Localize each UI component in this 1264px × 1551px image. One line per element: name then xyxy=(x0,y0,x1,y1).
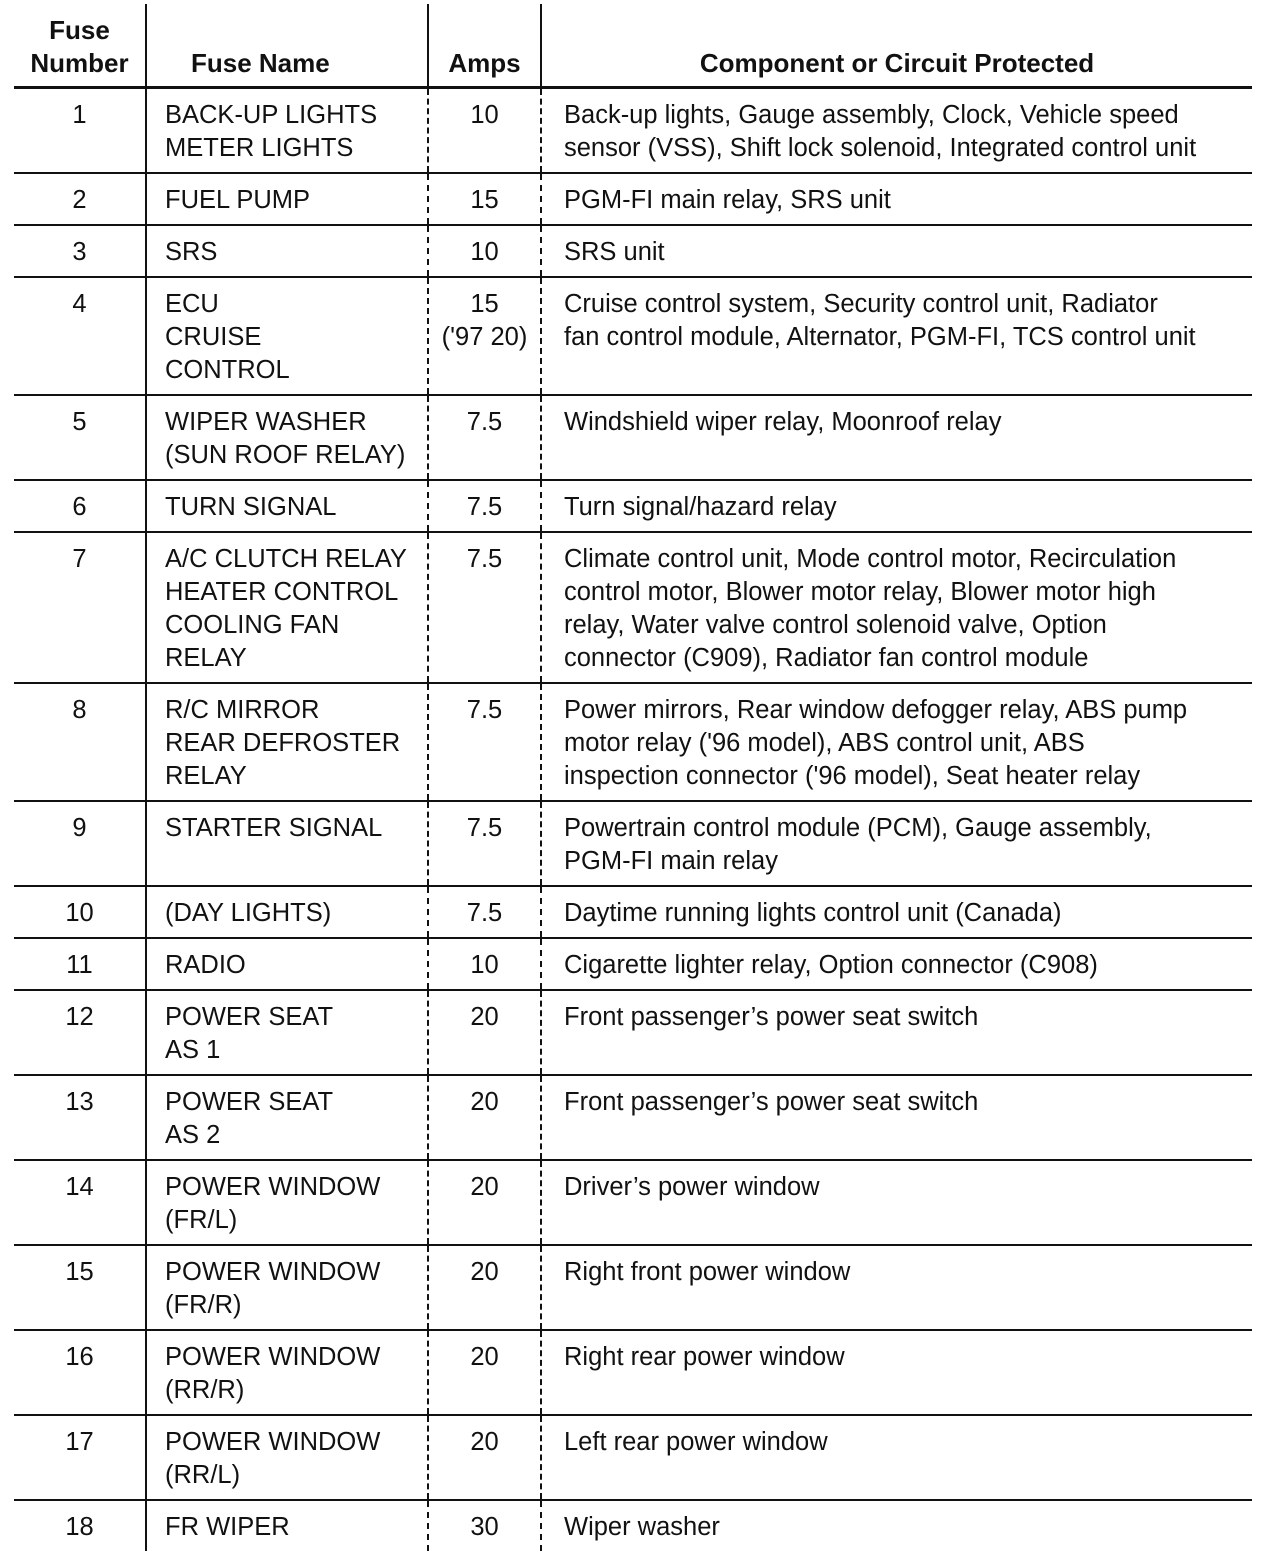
amps-cell xyxy=(428,1330,541,1415)
fuse-name-cell xyxy=(146,1330,428,1415)
fuse-name-line: RADIO xyxy=(165,949,421,982)
fuse-number-cell: 10 xyxy=(14,886,146,938)
fuse-name-line: AS 1 xyxy=(165,1034,421,1067)
table-row xyxy=(14,1160,1252,1245)
amps-line: 10 xyxy=(435,949,534,982)
fuse-number-cell: 2 xyxy=(14,173,146,225)
fuse-number-cell: 3 xyxy=(14,225,146,277)
component-line: inspection connector ('96 model), Seat heater relay xyxy=(564,760,1250,793)
table-row xyxy=(14,1415,1252,1500)
fuse-name-line: FUEL PUMP xyxy=(165,184,421,217)
amps-cell xyxy=(428,1415,541,1500)
fuse-name-line: POWER SEAT xyxy=(165,1001,421,1034)
amps-cell xyxy=(428,88,541,174)
table-row xyxy=(14,990,1252,1075)
table-row xyxy=(14,683,1252,801)
component-line: Wiper washer xyxy=(564,1511,1250,1544)
amps-cell xyxy=(428,801,541,886)
fuse-number-cell: 15 xyxy=(14,1245,146,1330)
component-line: Front passenger’s power seat switch xyxy=(564,1086,1250,1119)
fuse-name-line: (SUN ROOF RELAY) xyxy=(165,439,421,472)
table-row xyxy=(14,225,1252,277)
fuse-name-line: POWER WINDOW xyxy=(165,1426,421,1459)
fuse-name-cell xyxy=(146,480,428,532)
amps-line: 7.5 xyxy=(435,812,534,845)
header-fuse-name: Fuse Name xyxy=(146,4,428,88)
amps-line: 10 xyxy=(435,99,534,132)
amps-cell xyxy=(428,683,541,801)
fuse-name-line: STARTER SIGNAL xyxy=(165,812,421,845)
amps-line: 20 xyxy=(435,1426,534,1459)
fuse-name-cell xyxy=(146,801,428,886)
amps-line: 15 xyxy=(435,184,534,217)
amps-cell xyxy=(428,1075,541,1160)
amps-cell xyxy=(428,1245,541,1330)
fuse-name-line: COOLING FAN xyxy=(165,609,421,642)
fuse-name-line: (RR/R) xyxy=(165,1374,421,1407)
table-row xyxy=(14,277,1252,395)
table-row xyxy=(14,801,1252,886)
fuse-name-cell xyxy=(146,173,428,225)
fuse-name-line: ECU xyxy=(165,288,421,321)
component-line: Right rear power window xyxy=(564,1341,1250,1374)
fuse-name-line: METER LIGHTS xyxy=(165,132,421,165)
fuse-name-line: (RR/L) xyxy=(165,1459,421,1492)
component-cell xyxy=(541,225,1252,277)
component-line: Driver’s power window xyxy=(564,1171,1250,1204)
fuse-number-cell: 4 xyxy=(14,277,146,395)
fuse-name-line: HEATER CONTROL xyxy=(165,576,421,609)
amps-line: 7.5 xyxy=(435,897,534,930)
component-line: fan control module, Alternator, PGM-FI, TCS control unit xyxy=(564,321,1250,354)
amps-cell xyxy=(428,395,541,480)
table-row xyxy=(14,395,1252,480)
fuse-name-cell xyxy=(146,277,428,395)
fuse-number-cell: 5 xyxy=(14,395,146,480)
fuse-name-line: WIPER WASHER xyxy=(165,406,421,439)
amps-cell xyxy=(428,886,541,938)
component-line: Windshield wiper relay, Moonroof relay xyxy=(564,406,1250,439)
fuse-name-line: POWER SEAT xyxy=(165,1086,421,1119)
fuse-name-line: A/C CLUTCH RELAY xyxy=(165,543,421,576)
fuse-name-cell xyxy=(146,990,428,1075)
table-row xyxy=(14,532,1252,683)
fuse-number-cell: 1 xyxy=(14,88,146,174)
amps-cell xyxy=(428,938,541,990)
table-row xyxy=(14,1330,1252,1415)
fuse-number-cell: 14 xyxy=(14,1160,146,1245)
header-fuse-number-line1: Fuse xyxy=(18,14,141,47)
fuse-name-line: TURN SIGNAL xyxy=(165,491,421,524)
component-line: SRS unit xyxy=(564,236,1250,269)
fuse-name-cell xyxy=(146,1160,428,1245)
amps-line: 7.5 xyxy=(435,406,534,439)
component-line: Front passenger’s power seat switch xyxy=(564,1001,1250,1034)
amps-cell xyxy=(428,225,541,277)
component-line: motor relay ('96 model), ABS control unit, ABS xyxy=(564,727,1250,760)
amps-line: 20 xyxy=(435,1341,534,1374)
component-cell xyxy=(541,1500,1252,1551)
fuse-name-line: RELAY xyxy=(165,760,421,793)
amps-line: 20 xyxy=(435,1086,534,1119)
component-cell xyxy=(541,938,1252,990)
amps-line: 30 xyxy=(435,1511,534,1544)
fuse-name-cell xyxy=(146,683,428,801)
amps-cell xyxy=(428,173,541,225)
component-cell xyxy=(541,480,1252,532)
component-line: connector (C909), Radiator fan control module xyxy=(564,642,1250,675)
fuse-name-line: AS 2 xyxy=(165,1119,421,1152)
table-row xyxy=(14,1245,1252,1330)
fuse-name-line: (FR/L) xyxy=(165,1204,421,1237)
component-line: Climate control unit, Mode control motor, Recirculation xyxy=(564,543,1250,576)
fuse-number-cell: 8 xyxy=(14,683,146,801)
component-line: PGM-FI main relay, SRS unit xyxy=(564,184,1250,217)
fuse-name-line: CONTROL xyxy=(165,354,421,387)
table-row xyxy=(14,173,1252,225)
fuse-name-line: (FR/R) xyxy=(165,1289,421,1322)
fuse-name-cell xyxy=(146,532,428,683)
amps-line: 7.5 xyxy=(435,491,534,524)
fuse-name-cell xyxy=(146,886,428,938)
fuse-name-line: RELAY xyxy=(165,642,421,675)
amps-line: 20 xyxy=(435,1001,534,1034)
fuse-name-line: (DAY LIGHTS) xyxy=(165,897,421,930)
component-cell xyxy=(541,1075,1252,1160)
table-row xyxy=(14,480,1252,532)
fuse-number-cell: 17 xyxy=(14,1415,146,1500)
amps-line: ('97 20) xyxy=(435,321,534,354)
table-row xyxy=(14,1500,1252,1551)
fuse-name-cell xyxy=(146,1245,428,1330)
fuse-number-cell: 9 xyxy=(14,801,146,886)
component-cell xyxy=(541,1160,1252,1245)
component-line: PGM-FI main relay xyxy=(564,845,1250,878)
component-cell xyxy=(541,1245,1252,1330)
component-cell xyxy=(541,88,1252,174)
component-line: Cigarette lighter relay, Option connector (C908) xyxy=(564,949,1250,982)
fuse-name-line: FR WIPER xyxy=(165,1511,421,1544)
component-cell xyxy=(541,395,1252,480)
fuse-name-line: SRS xyxy=(165,236,421,269)
amps-cell xyxy=(428,277,541,395)
fuse-number-cell: 11 xyxy=(14,938,146,990)
component-line: Turn signal/hazard relay xyxy=(564,491,1250,524)
component-cell xyxy=(541,1330,1252,1415)
header-fuse-number-line2: Number xyxy=(18,47,141,80)
table-row xyxy=(14,88,1252,174)
fuse-number-cell: 6 xyxy=(14,480,146,532)
amps-cell xyxy=(428,1500,541,1551)
table-row xyxy=(14,1075,1252,1160)
header-fuse-number xyxy=(14,4,146,88)
fuse-name-line: POWER WINDOW xyxy=(165,1341,421,1374)
component-cell xyxy=(541,801,1252,886)
amps-line: 7.5 xyxy=(435,694,534,727)
fuse-name-cell xyxy=(146,1500,428,1551)
amps-line: 20 xyxy=(435,1256,534,1289)
header-amps: Amps xyxy=(428,4,541,88)
component-line: Powertrain control module (PCM), Gauge assembly, xyxy=(564,812,1250,845)
component-line: Power mirrors, Rear window defogger relay, ABS pump xyxy=(564,694,1250,727)
fuse-number-cell: 7 xyxy=(14,532,146,683)
fuse-name-cell xyxy=(146,938,428,990)
fuse-name-cell xyxy=(146,395,428,480)
amps-cell xyxy=(428,990,541,1075)
component-cell xyxy=(541,277,1252,395)
fuse-name-line: POWER WINDOW xyxy=(165,1256,421,1289)
component-cell xyxy=(541,990,1252,1075)
component-line: Left rear power window xyxy=(564,1426,1250,1459)
fuse-name-cell xyxy=(146,225,428,277)
table-body xyxy=(14,88,1252,1551)
amps-cell xyxy=(428,532,541,683)
amps-line: 15 xyxy=(435,288,534,321)
component-line: Daytime running lights control unit (Canada) xyxy=(564,897,1250,930)
fuse-name-cell xyxy=(146,88,428,174)
component-line: Cruise control system, Security control unit, Radiator xyxy=(564,288,1250,321)
component-line: sensor (VSS), Shift lock solenoid, Integrated control unit xyxy=(564,132,1250,165)
component-line: control motor, Blower motor relay, Blower motor high xyxy=(564,576,1250,609)
fuse-name-line: REAR DEFROSTER xyxy=(165,727,421,760)
component-cell xyxy=(541,1415,1252,1500)
fuse-name-line: BACK-UP LIGHTS xyxy=(165,99,421,132)
component-line: Back-up lights, Gauge assembly, Clock, Vehicle speed xyxy=(564,99,1250,132)
fuse-number-cell: 18 xyxy=(14,1500,146,1551)
amps-line: 20 xyxy=(435,1171,534,1204)
table-row xyxy=(14,938,1252,990)
fuse-name-line: R/C MIRROR xyxy=(165,694,421,727)
table-header xyxy=(14,4,1252,88)
fuse-name-cell xyxy=(146,1415,428,1500)
fuse-number-cell: 12 xyxy=(14,990,146,1075)
amps-line: 10 xyxy=(435,236,534,269)
table-row xyxy=(14,886,1252,938)
component-cell xyxy=(541,173,1252,225)
fuse-number-cell: 16 xyxy=(14,1330,146,1415)
fuse-table xyxy=(14,4,1252,1551)
component-cell xyxy=(541,886,1252,938)
component-line: relay, Water valve control solenoid valve, Option xyxy=(564,609,1250,642)
component-line: Right front power window xyxy=(564,1256,1250,1289)
amps-line: 7.5 xyxy=(435,543,534,576)
fuse-number-cell: 13 xyxy=(14,1075,146,1160)
header-component: Component or Circuit Protected xyxy=(541,4,1252,88)
amps-cell xyxy=(428,1160,541,1245)
component-cell xyxy=(541,683,1252,801)
fuse-name-line: CRUISE xyxy=(165,321,421,354)
fuse-name-line: POWER WINDOW xyxy=(165,1171,421,1204)
component-cell xyxy=(541,532,1252,683)
amps-cell xyxy=(428,480,541,532)
fuse-name-cell xyxy=(146,1075,428,1160)
